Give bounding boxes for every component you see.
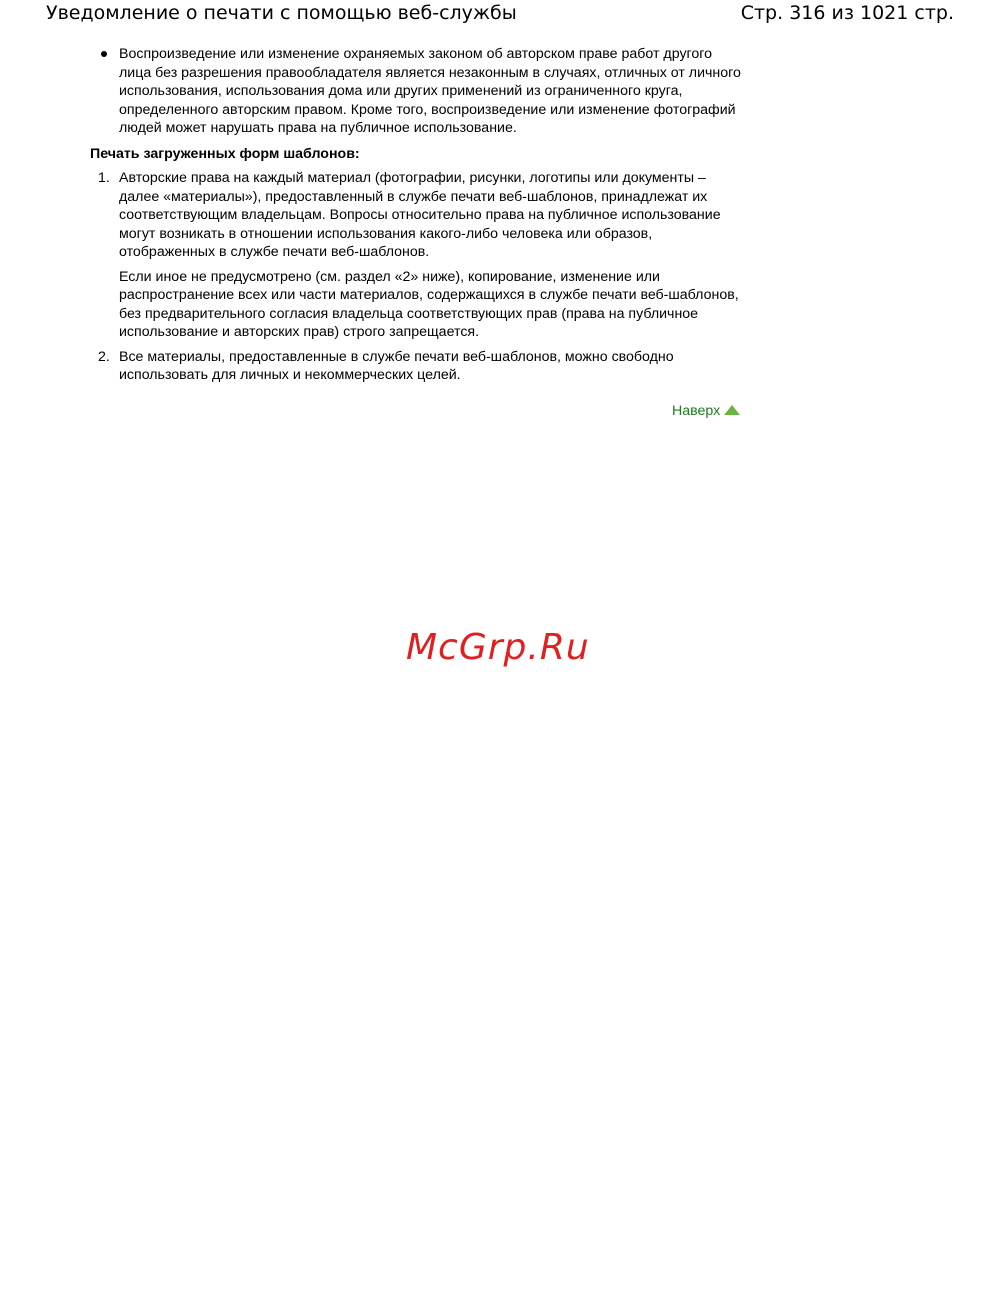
main-content xyxy=(90,45,742,391)
item-paragraph: Авторские права на каждый материал (фотографии, рисунки, логотипы или документы – далее «материалы»), предоставленный в службе печати веб-шаблонов, принадлежат их соответствующим владельцам. Вопросы относительно права на публичное использование могут возникать в отношении использования какого-либо человека или образов, отображенных в службе печати веб-шаблонов. xyxy=(119,170,721,260)
item-paragraph: Если иное не предусмотрено (см. раздел «2» ниже), копирование, изменение или распространение всех или части материалов, содержащихся в службе печати веб-шаблонов, без предварительного согласия владельца соответствующих прав (права на публичное использование и авторских прав) строго запрещается. xyxy=(119,268,739,340)
item-number: 2. xyxy=(98,348,110,365)
watermark-logo: McGrp.Ru xyxy=(406,627,590,668)
back-to-top-label[interactable]: Наверх xyxy=(672,403,721,419)
section-heading: Печать загруженных форм шаблонов: xyxy=(90,145,360,162)
item-number: 1. xyxy=(98,170,110,186)
page-header xyxy=(46,0,954,30)
document-title: Уведомление о печати с помощью веб-службы xyxy=(46,2,517,24)
arrow-up-icon[interactable] xyxy=(724,405,740,415)
numbered-item-1 xyxy=(90,169,742,342)
bullet-item xyxy=(90,45,742,138)
item-paragraph: Все материалы, предоставленные в службе печати веб-шаблонов, можно свободно использовать для личных и некоммерческих целей. xyxy=(119,348,674,383)
numbered-item-2 xyxy=(90,348,742,385)
bullet-text: Воспроизведение или изменение охраняемых законом об авторском праве работ другого лица без разрешения правообладателя является незаконным в случаях, отличных от личного использования, использования дома или других применений из ограниченного круга, определенного авторским правом. Кроме того, воспроизведение или изменение фотографий людей может нарушать права на публичное использование. xyxy=(119,46,741,136)
bullet-dot-icon xyxy=(101,51,107,57)
back-to-top-link[interactable] xyxy=(672,402,740,420)
page-indicator: Стр. 316 из 1021 стр. xyxy=(740,2,954,24)
